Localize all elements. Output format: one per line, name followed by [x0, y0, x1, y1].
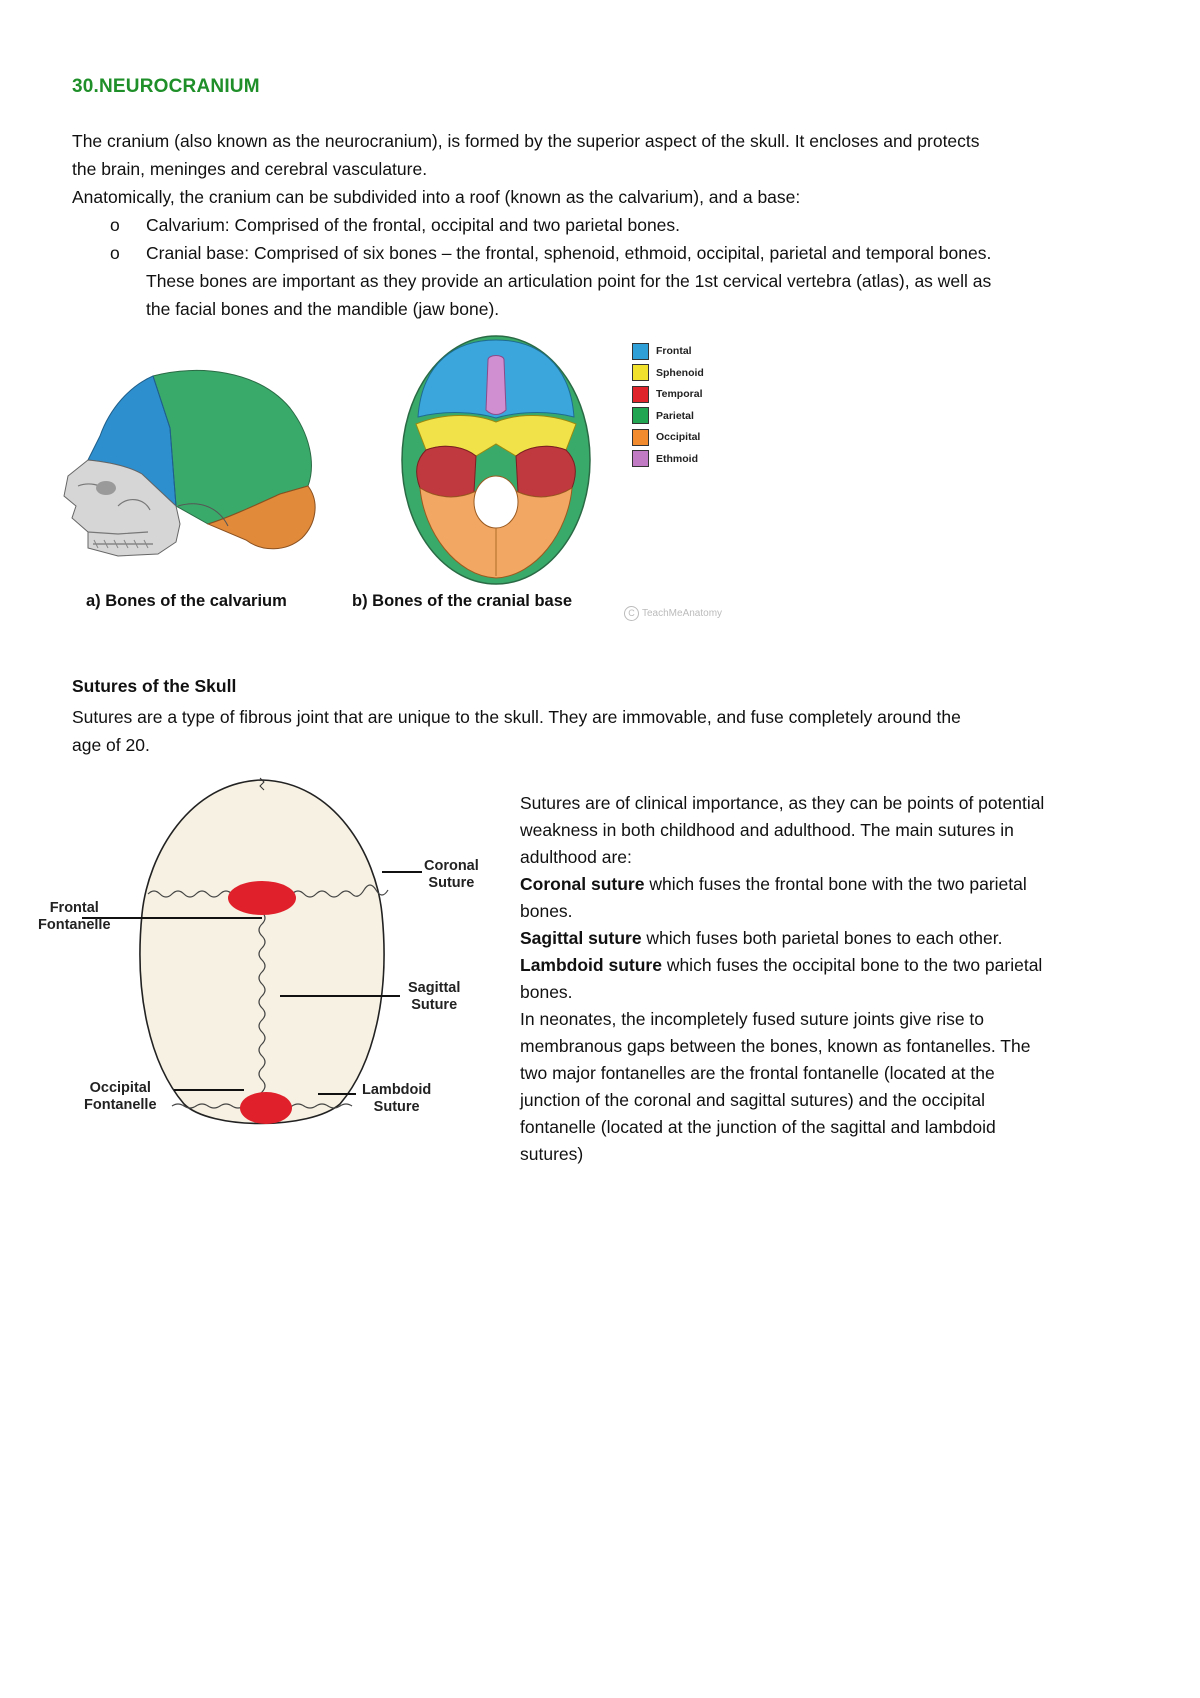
right-line-13: fontanelle (located at the junction of the sagittal and lambdoid [520, 1117, 996, 1137]
sagittal-definition: which fuses both parietal bones to each other. [641, 928, 1003, 948]
bullet-cranial-base-line-1: Cranial base: Comprised of six bones – the frontal, sphenoid, ethmoid, occipital, parietal and temporal bones. [146, 243, 992, 263]
label-line: Fontanelle [84, 1097, 157, 1113]
label-line: Occipital [89, 1080, 151, 1096]
legend-label: Temporal [656, 388, 703, 400]
temporal-right [516, 446, 575, 497]
bullet-marker: o [110, 243, 120, 263]
label-line: Lambdoid [362, 1082, 432, 1098]
legend-label: Ethmoid [656, 452, 698, 465]
right-line-5: bones. [520, 901, 573, 921]
label-line: Frontal [49, 900, 99, 916]
label-lambdoid-suture [362, 1082, 431, 1116]
right-line-8: bones. [520, 982, 573, 1002]
legend-swatch [632, 407, 649, 424]
right-line-2: weakness in both childhood and adulthood. The main sutures in [520, 820, 1014, 840]
right-line-10: membranous gaps between the bones, known as fontanelles. The [520, 1036, 1031, 1056]
label-occipital-fontanelle [84, 1080, 157, 1114]
legend-item [632, 450, 698, 468]
label-line: Fontanelle [38, 917, 111, 933]
right-line-14: sutures) [520, 1144, 584, 1164]
right-line-3: adulthood are: [520, 847, 632, 867]
legend-item [632, 428, 700, 446]
frontal-fontanelle-mark [228, 881, 296, 915]
legend-item [632, 385, 702, 403]
label-line: Coronal [424, 858, 479, 874]
caption-calvarium: a) Bones of the calvarium [86, 592, 287, 610]
skull-top-outline [140, 780, 384, 1124]
sutures-line-1: Sutures are a type of fibrous joint that are unique to the skull. They are immovable, and fuse completely around the [72, 707, 961, 727]
sutures-line-2: age of 20. [72, 735, 150, 755]
legend-swatch [632, 429, 649, 446]
sutures-diagram [120, 774, 410, 1134]
bullet-cranial-base-line-2: These bones are important as they provide an articulation point for the 1st cervical vertebra (atlas), as well as [146, 271, 992, 291]
right-line-9: In neonates, the incompletely fused suture joints give rise to [520, 1009, 985, 1029]
ethmoid-region [486, 356, 506, 415]
sutures-heading: Sutures of the Skull [72, 676, 237, 696]
foramen-magnum [474, 476, 518, 528]
legend-swatch [632, 364, 649, 381]
right-line-12: junction of the coronal and sagittal sutures) and the occipital [520, 1090, 986, 1110]
legend-label: Occipital [656, 431, 701, 443]
calvarium-lateral-illustration [58, 356, 328, 566]
label-frontal-fontanelle [38, 900, 111, 934]
coronal-definition: which fuses the frontal bone with the two parietal [644, 874, 1027, 894]
label-line: Suture [373, 1099, 420, 1115]
occipital-fontanelle-mark [240, 1092, 292, 1124]
label-line: Suture [428, 875, 475, 891]
coronal-term: Coronal suture [520, 874, 645, 894]
legend-label: Parietal [656, 409, 694, 422]
right-line-1: Sutures are of clinical importance, as they can be points of potential [520, 793, 1045, 813]
label-line: Sagittal [408, 980, 461, 996]
right-line-coronal [520, 871, 1027, 898]
legend-label: Frontal [656, 345, 692, 357]
watermark-text: TeachMeAnatomy [642, 608, 723, 619]
watermark [624, 606, 722, 621]
right-line-11: two major fontanelles are the frontal fontanelle (located at the [520, 1063, 995, 1083]
lambdoid-definition: which fuses the occipital bone to the two parietal [661, 955, 1043, 975]
bullet-marker: o [110, 215, 120, 235]
legend-label: Sphenoid [656, 366, 704, 379]
lambdoid-term: Lambdoid suture [520, 955, 662, 975]
caption-cranial-base: b) Bones of the cranial base [352, 592, 573, 610]
bullet-cranial-base-line-3: the facial bones and the mandible (jaw bone). [146, 299, 500, 319]
intro-line-1: The cranium (also known as the neurocranium), is formed by the superior aspect of the skull. It encloses and protects [72, 131, 980, 151]
legend-swatch [632, 343, 649, 360]
legend-item [632, 342, 692, 360]
legend-swatch [632, 450, 649, 467]
right-line-lambdoid [520, 952, 1042, 979]
copyright-icon: C [624, 606, 639, 621]
cranial-base-illustration [396, 332, 596, 588]
bullet-calvarium: Calvarium: Comprised of the frontal, occipital and two parietal bones. [146, 215, 681, 235]
legend-swatch [632, 386, 649, 403]
right-line-sagittal [520, 925, 1003, 952]
intro-line-3: Anatomically, the cranium can be subdivided into a roof (known as the calvarium), and a base: [72, 187, 801, 207]
label-line: Suture [411, 997, 458, 1013]
intro-line-2: the brain, meninges and cerebral vasculature. [72, 159, 428, 179]
legend-item [632, 407, 694, 425]
page-title: 30.NEUROCRANIUM [72, 76, 260, 97]
sagittal-term: Sagittal suture [520, 928, 642, 948]
label-coronal-suture [424, 858, 479, 892]
legend-item [632, 364, 704, 382]
temporal-left [417, 446, 476, 497]
label-sagittal-suture [408, 980, 460, 1014]
